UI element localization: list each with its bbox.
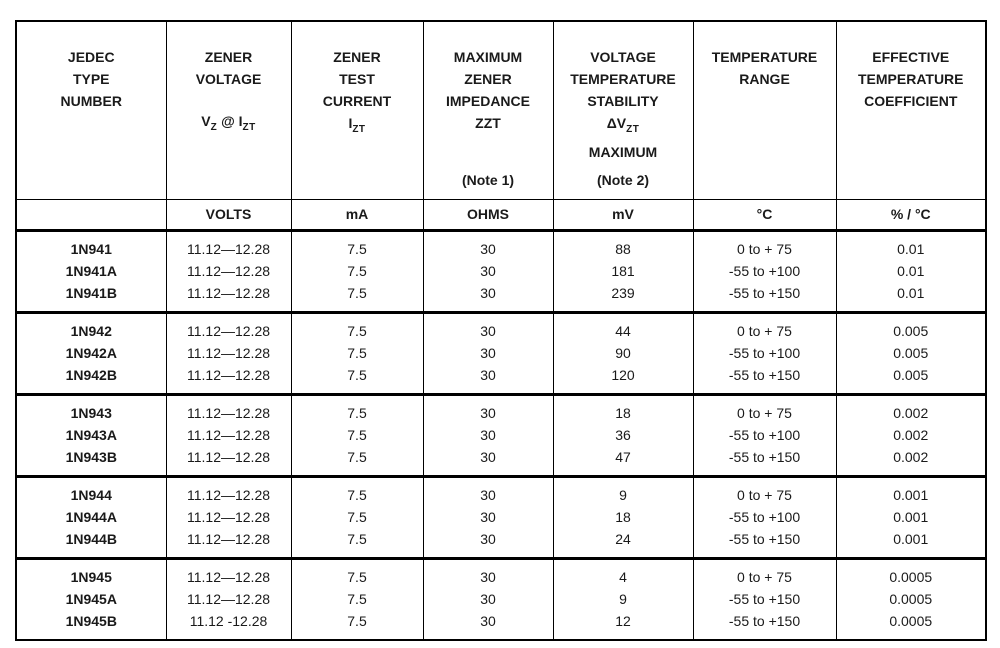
header-line: TEMPERATURE bbox=[570, 71, 676, 87]
unit-mv: mV bbox=[553, 199, 693, 230]
jedec-type-cell: 1N944B bbox=[16, 528, 166, 559]
coefficient-cell: 0.01 bbox=[836, 230, 986, 260]
impedance-cell: 30 bbox=[423, 282, 553, 313]
coefficient-cell: 0.002 bbox=[836, 424, 986, 446]
header-line: ZENER bbox=[333, 49, 381, 65]
stability-cell: 12 bbox=[553, 610, 693, 640]
table-row bbox=[16, 528, 986, 559]
izt-formula: $I_{ZT}$ bbox=[348, 115, 366, 135]
jedec-type-cell: 1N943B bbox=[16, 446, 166, 477]
zener-voltage-cell: 11.12—12.28 bbox=[166, 342, 291, 364]
temp-range-cell: -55 to +150 bbox=[693, 446, 836, 477]
stability-cell: 36 bbox=[553, 424, 693, 446]
impedance-cell: 30 bbox=[423, 558, 553, 588]
coefficient-cell: 0.001 bbox=[836, 506, 986, 528]
header-line: TYPE bbox=[72, 71, 110, 87]
stability-cell: 90 bbox=[553, 342, 693, 364]
impedance-cell: 30 bbox=[423, 364, 553, 395]
coefficient-cell: 0.005 bbox=[836, 364, 986, 395]
header-line: ZZT bbox=[475, 115, 501, 131]
table-row bbox=[16, 342, 986, 364]
table-row bbox=[16, 230, 986, 260]
jedec-type-cell: 1N943A bbox=[16, 424, 166, 446]
temp-range-cell: -55 to +100 bbox=[693, 260, 836, 282]
table-row bbox=[16, 282, 986, 313]
zener-voltage-cell: 11.12—12.28 bbox=[166, 506, 291, 528]
header-line: ZENER bbox=[204, 49, 253, 65]
coefficient-cell: 0.0005 bbox=[836, 588, 986, 610]
header-line: MAXIMUM bbox=[588, 144, 658, 160]
col-header-jedec-type bbox=[16, 21, 166, 199]
coefficient-cell: 0.002 bbox=[836, 394, 986, 424]
zener-spec-table bbox=[15, 20, 987, 641]
stability-cell: 18 bbox=[553, 506, 693, 528]
zener-voltage-cell: 11.12—12.28 bbox=[166, 282, 291, 313]
table-row bbox=[16, 588, 986, 610]
unit-pct-per-celsius: % / °C bbox=[836, 199, 986, 230]
delta-vzt-formula: $\Delta V_{ZT}$ bbox=[606, 115, 640, 135]
header-line: TEMPERATURE bbox=[711, 49, 818, 65]
zener-voltage-cell: 11.12 -12.28 bbox=[166, 610, 291, 640]
test-current-cell: 7.5 bbox=[291, 446, 423, 477]
coefficient-cell: 0.01 bbox=[836, 282, 986, 313]
stability-cell: 44 bbox=[553, 312, 693, 342]
test-current-cell: 7.5 bbox=[291, 424, 423, 446]
impedance-cell: 30 bbox=[423, 424, 553, 446]
table-header bbox=[16, 21, 986, 230]
coefficient-cell: 0.005 bbox=[836, 342, 986, 364]
temp-range-cell: -55 to +150 bbox=[693, 364, 836, 395]
table-row bbox=[16, 558, 986, 588]
coefficient-cell: 0.0005 bbox=[836, 558, 986, 588]
temp-range-cell: -55 to +150 bbox=[693, 610, 836, 640]
header-line: IMPEDANCE bbox=[445, 93, 530, 109]
zener-voltage-cell: 11.12—12.28 bbox=[166, 394, 291, 424]
zener-voltage-cell: 11.12—12.28 bbox=[166, 588, 291, 610]
impedance-cell: 30 bbox=[423, 588, 553, 610]
stability-cell: 9 bbox=[553, 588, 693, 610]
stability-cell: 18 bbox=[553, 394, 693, 424]
unit-blank bbox=[16, 199, 166, 230]
row-group bbox=[16, 312, 986, 394]
table-row bbox=[16, 312, 986, 342]
test-current-cell: 7.5 bbox=[291, 230, 423, 260]
jedec-type-cell: 1N945A bbox=[16, 588, 166, 610]
jedec-type-cell: 1N941A bbox=[16, 260, 166, 282]
coefficient-cell: 0.001 bbox=[836, 528, 986, 559]
jedec-type-cell: 1N942B bbox=[16, 364, 166, 395]
temp-range-cell: -55 to +150 bbox=[693, 528, 836, 559]
stability-cell: 88 bbox=[553, 230, 693, 260]
table-row bbox=[16, 506, 986, 528]
jedec-type-cell: 1N941 bbox=[16, 230, 166, 260]
zener-voltage-cell: 11.12—12.28 bbox=[166, 364, 291, 395]
test-current-cell: 7.5 bbox=[291, 260, 423, 282]
note-2-ref: (Note 2) bbox=[596, 171, 650, 188]
test-current-cell: 7.5 bbox=[291, 588, 423, 610]
test-current-cell: 7.5 bbox=[291, 364, 423, 395]
header-line: JEDEC bbox=[67, 49, 115, 65]
test-current-cell: 7.5 bbox=[291, 610, 423, 640]
col-header-temp-coefficient bbox=[836, 21, 986, 199]
table-row bbox=[16, 364, 986, 395]
col-header-temp-range bbox=[693, 21, 836, 199]
coefficient-cell: 0.002 bbox=[836, 446, 986, 477]
test-current-cell: 7.5 bbox=[291, 558, 423, 588]
stability-cell: 4 bbox=[553, 558, 693, 588]
stability-cell: 47 bbox=[553, 446, 693, 477]
temp-range-cell: -55 to +100 bbox=[693, 424, 836, 446]
units-row bbox=[16, 199, 986, 230]
test-current-cell: 7.5 bbox=[291, 476, 423, 506]
header-line: VOLTAGE bbox=[195, 71, 262, 87]
impedance-cell: 30 bbox=[423, 342, 553, 364]
temp-range-cell: -55 to +100 bbox=[693, 342, 836, 364]
coefficient-cell: 0.001 bbox=[836, 476, 986, 506]
vz-at-izt-formula: $V_Z$ @ $I_{ZT}$ bbox=[201, 113, 256, 133]
header-line: RANGE bbox=[739, 71, 790, 87]
jedec-type-cell: 1N944 bbox=[16, 476, 166, 506]
impedance-cell: 30 bbox=[423, 528, 553, 559]
impedance-cell: 30 bbox=[423, 506, 553, 528]
test-current-cell: 7.5 bbox=[291, 394, 423, 424]
col-header-zener-voltage bbox=[166, 21, 291, 199]
stability-cell: 9 bbox=[553, 476, 693, 506]
temp-range-cell: 0 to + 75 bbox=[693, 394, 836, 424]
header-line: VOLTAGE bbox=[590, 49, 656, 65]
header-line: MAXIMUM bbox=[453, 49, 523, 65]
unit-ma: mA bbox=[291, 199, 423, 230]
impedance-cell: 30 bbox=[423, 230, 553, 260]
temp-range-cell: -55 to +150 bbox=[693, 588, 836, 610]
zener-voltage-cell: 11.12—12.28 bbox=[166, 260, 291, 282]
jedec-type-cell: 1N945B bbox=[16, 610, 166, 640]
zener-voltage-cell: 11.12—12.28 bbox=[166, 424, 291, 446]
jedec-type-cell: 1N945 bbox=[16, 558, 166, 588]
zener-voltage-cell: 11.12—12.28 bbox=[166, 446, 291, 477]
jedec-type-cell: 1N942A bbox=[16, 342, 166, 364]
header-line: ZENER bbox=[464, 71, 512, 87]
impedance-cell: 30 bbox=[423, 260, 553, 282]
header-line: NUMBER bbox=[60, 93, 122, 109]
impedance-cell: 30 bbox=[423, 394, 553, 424]
header-line: EFFECTIVE bbox=[872, 49, 950, 65]
zener-voltage-cell: 11.12—12.28 bbox=[166, 312, 291, 342]
temp-range-cell: 0 to + 75 bbox=[693, 476, 836, 506]
impedance-cell: 30 bbox=[423, 476, 553, 506]
zener-voltage-cell: 11.12—12.28 bbox=[166, 528, 291, 559]
stability-cell: 181 bbox=[553, 260, 693, 282]
temp-range-cell: -55 to +150 bbox=[693, 282, 836, 313]
table-row bbox=[16, 424, 986, 446]
jedec-type-cell: 1N944A bbox=[16, 506, 166, 528]
note-1-ref: (Note 1) bbox=[461, 171, 515, 188]
coefficient-cell: 0.01 bbox=[836, 260, 986, 282]
stability-cell: 239 bbox=[553, 282, 693, 313]
impedance-cell: 30 bbox=[423, 446, 553, 477]
test-current-cell: 7.5 bbox=[291, 528, 423, 559]
test-current-cell: 7.5 bbox=[291, 506, 423, 528]
header-line: CURRENT bbox=[322, 93, 392, 109]
temp-range-cell: -55 to +100 bbox=[693, 506, 836, 528]
coefficient-cell: 0.0005 bbox=[836, 610, 986, 640]
header-line: STABILITY bbox=[587, 93, 659, 109]
stability-cell: 24 bbox=[553, 528, 693, 559]
zener-voltage-cell: 11.12—12.28 bbox=[166, 476, 291, 506]
header-line: TEMPERATURE bbox=[857, 71, 964, 87]
stability-cell: 120 bbox=[553, 364, 693, 395]
coefficient-cell: 0.005 bbox=[836, 312, 986, 342]
jedec-type-cell: 1N941B bbox=[16, 282, 166, 313]
temp-range-cell: 0 to + 75 bbox=[693, 230, 836, 260]
table-row bbox=[16, 476, 986, 506]
zener-voltage-cell: 11.12—12.28 bbox=[166, 230, 291, 260]
row-group bbox=[16, 558, 986, 640]
unit-ohms: OHMS bbox=[423, 199, 553, 230]
col-header-test-current bbox=[291, 21, 423, 199]
jedec-type-cell: 1N943 bbox=[16, 394, 166, 424]
unit-celsius: °C bbox=[693, 199, 836, 230]
zener-voltage-cell: 11.12—12.28 bbox=[166, 558, 291, 588]
temp-range-cell: 0 to + 75 bbox=[693, 312, 836, 342]
col-header-stability bbox=[553, 21, 693, 199]
test-current-cell: 7.5 bbox=[291, 342, 423, 364]
unit-volts: VOLTS bbox=[166, 199, 291, 230]
table-row bbox=[16, 394, 986, 424]
table-row bbox=[16, 610, 986, 640]
header-titles-row bbox=[16, 21, 986, 199]
impedance-cell: 30 bbox=[423, 312, 553, 342]
row-group bbox=[16, 230, 986, 312]
row-group bbox=[16, 394, 986, 476]
impedance-cell: 30 bbox=[423, 610, 553, 640]
row-group bbox=[16, 476, 986, 558]
table-row bbox=[16, 260, 986, 282]
header-line: COEFFICIENT bbox=[864, 93, 958, 109]
jedec-type-cell: 1N942 bbox=[16, 312, 166, 342]
temp-range-cell: 0 to + 75 bbox=[693, 558, 836, 588]
col-header-impedance bbox=[423, 21, 553, 199]
header-line: TEST bbox=[339, 71, 375, 87]
test-current-cell: 7.5 bbox=[291, 312, 423, 342]
table-row bbox=[16, 446, 986, 477]
test-current-cell: 7.5 bbox=[291, 282, 423, 313]
